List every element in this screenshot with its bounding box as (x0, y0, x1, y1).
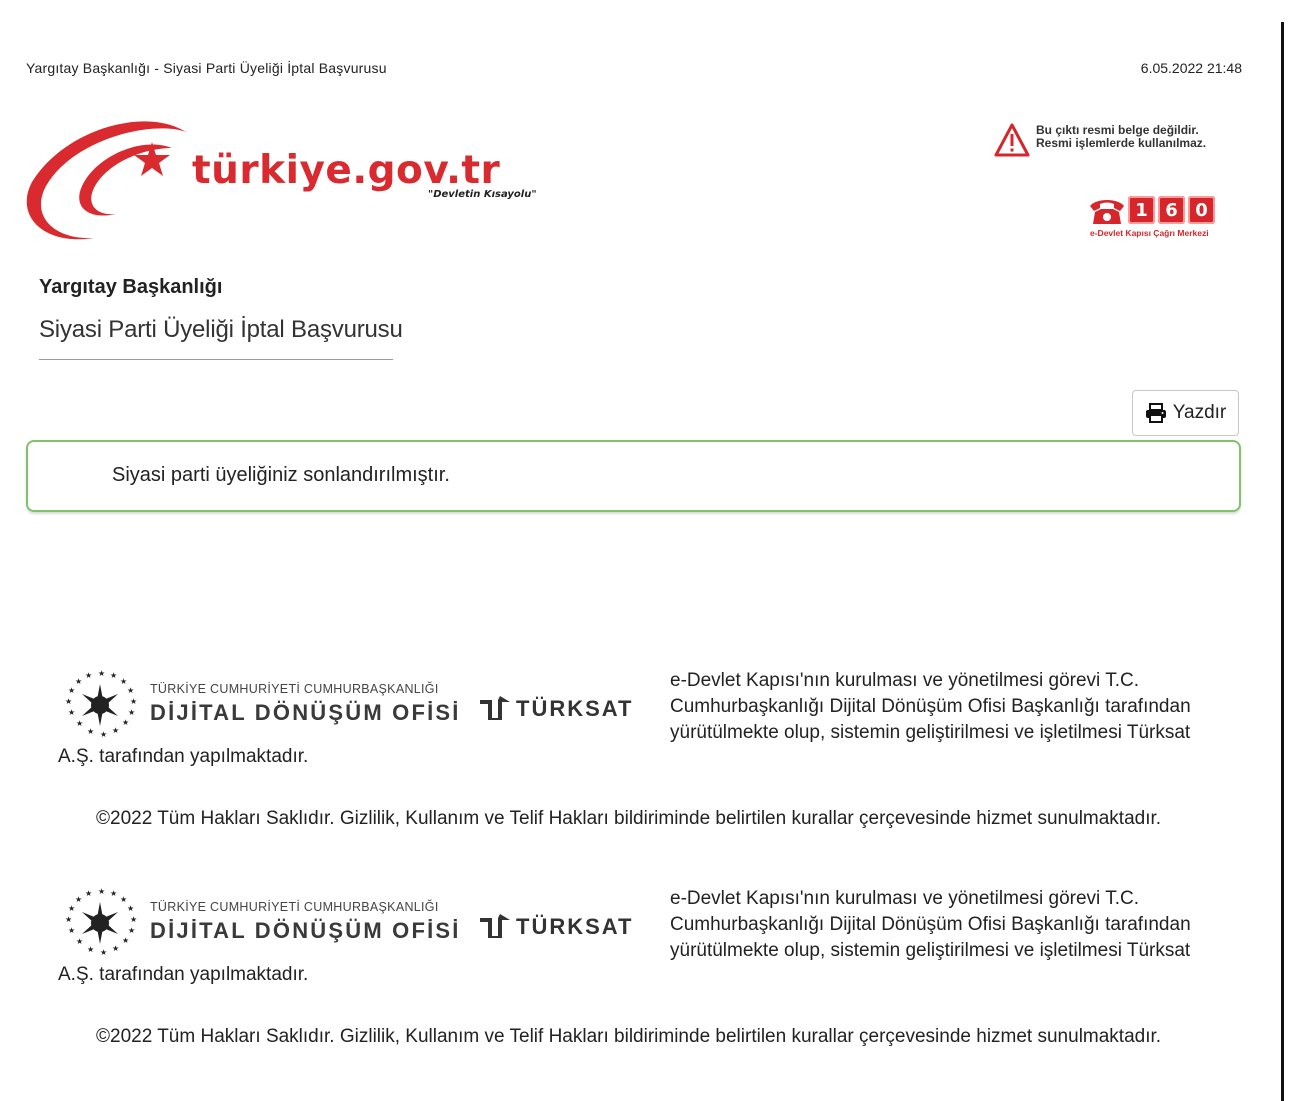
page-edge-border (1281, 22, 1284, 1101)
call-digit: 6 (1158, 196, 1185, 224)
notice-line-2: Resmi işlemlerde kullanılmaz. (1036, 136, 1207, 150)
svg-text:★: ★ (127, 904, 135, 913)
footer-copyright: ©2022 Tüm Hakları Saklıdır. Gizlilik, Kullanım ve Telif Hakları bildiriminde belirtilen kurallar çerçevesinde hizmet sunulmaktadır. (96, 1026, 1162, 1047)
svg-text:★: ★ (122, 936, 130, 945)
svg-text:★: ★ (87, 727, 95, 736)
footer-block-2 (58, 886, 1238, 1086)
svg-text:★: ★ (76, 719, 84, 728)
svg-text:★: ★ (65, 915, 73, 924)
footer-info-text: e-Devlet Kapısı'nın kurulması ve yönetilmesi görevi T.C. Cumhurbaşkanlığı Dijital Dönüşüm Ofisi Başkanlığı tarafından yürütülmekte olup, sistemin geliştirilmesi ve işletilmesi Türksat (670, 888, 1191, 961)
footer-info-text: e-Devlet Kapısı'nın kurulması ve yönetilmesi görevi T.C. Cumhurbaşkanlığı Dijital Dönüşüm Ofisi Başkanlığı tarafından yürütülmekte olup, sistemin geliştirilmesi ve işletilmesi Türksat (670, 670, 1191, 743)
footer-block-1 (58, 668, 1238, 868)
print-button-label: Yazdır (1172, 402, 1227, 423)
ddo-emblem-icon (60, 668, 144, 744)
turksat-mark-icon (478, 694, 512, 722)
title-underline (39, 359, 393, 360)
call-digit: 0 (1188, 196, 1215, 224)
turksat-logo[interactable] (478, 912, 634, 942)
printer-icon (1145, 403, 1167, 423)
call-digit: 1 (1128, 196, 1155, 224)
svg-text:★: ★ (98, 669, 106, 678)
svg-text:★: ★ (85, 671, 93, 680)
call-center-badge (1088, 196, 1230, 242)
svg-text:★: ★ (110, 671, 118, 680)
notice-line-1: Bu çıktı resmi belge değildir. (1036, 123, 1199, 137)
ddo-emblem-icon (60, 886, 144, 962)
footer-info-tail: A.Ş. tarafından yapılmaktadır. (58, 746, 309, 767)
svg-text:★: ★ (128, 926, 136, 935)
document-title: Yargıtay Başkanlığı - Siyasi Parti Üyeliği İptal Başvurusu (26, 60, 387, 76)
svg-text:★: ★ (120, 895, 128, 904)
ddo-logo-top-text: TÜRKİYE CUMHURİYETİ CUMHURBAŞKANLIĞI (150, 900, 439, 914)
digital-transformation-office-logo[interactable] (60, 668, 460, 744)
result-message: Siyasi parti üyeliğiniz sonlandırılmıştır. (112, 464, 450, 486)
svg-text:★: ★ (87, 945, 95, 954)
telephone-icon (1088, 196, 1126, 226)
call-center-label: e-Devlet Kapısı Çağrı Merkezi (1090, 228, 1209, 238)
unofficial-notice (994, 121, 1234, 161)
footer-info-tail: A.Ş. tarafından yapılmaktadır. (58, 964, 309, 985)
svg-text:★: ★ (122, 718, 130, 727)
svg-text:★: ★ (112, 726, 120, 735)
institution-name: Yargıtay Başkanlığı (39, 276, 223, 298)
svg-text:★: ★ (112, 944, 120, 953)
logo-wordmark: türkiye.gov.tr (192, 148, 501, 193)
turkiye-gov-tr-logo[interactable] (24, 112, 564, 246)
ddo-logo-main-text: DİJİTAL DÖNÜŞÜM OFİSİ (150, 918, 461, 943)
svg-text:★: ★ (76, 937, 84, 946)
svg-text:★: ★ (68, 904, 76, 913)
result-message-box (26, 440, 1241, 512)
svg-text:★: ★ (130, 697, 138, 706)
svg-text:★: ★ (120, 677, 128, 686)
ddo-logo-top-text: TÜRKİYE CUMHURİYETİ CUMHURBAŞKANLIĞI (150, 682, 439, 696)
footer-copyright: ©2022 Tüm Hakları Saklıdır. Gizlilik, Kullanım ve Telif Hakları bildiriminde belirtilen kurallar çerçevesinde hizmet sunulmaktadır. (96, 808, 1162, 829)
svg-text:★: ★ (98, 887, 106, 896)
svg-text:★: ★ (110, 889, 118, 898)
svg-text:★: ★ (68, 686, 76, 695)
turksat-logo-text: TÜRKSAT (516, 696, 634, 721)
svg-text:★: ★ (100, 730, 108, 739)
svg-text:★: ★ (65, 697, 73, 706)
digital-transformation-office-logo[interactable] (60, 886, 460, 962)
svg-text:★: ★ (75, 677, 83, 686)
turksat-logo[interactable] (478, 694, 634, 724)
svg-text:★: ★ (127, 686, 135, 695)
svg-text:★: ★ (130, 915, 138, 924)
service-title: Siyasi Parti Üyeliği İptal Başvurusu (39, 316, 403, 343)
turksat-mark-icon (478, 912, 512, 940)
warning-triangle-icon (994, 123, 1030, 157)
svg-text:★: ★ (68, 926, 76, 935)
svg-text:★: ★ (68, 708, 76, 717)
document-date: 6.05.2022 21:48 (1140, 60, 1242, 76)
svg-text:★: ★ (128, 708, 136, 717)
logo-slogan: "Devletin Kısayolu" (428, 189, 537, 200)
svg-text:★: ★ (85, 889, 93, 898)
svg-text:★: ★ (100, 948, 108, 957)
turksat-logo-text: TÜRKSAT (516, 914, 634, 939)
print-button[interactable] (1132, 390, 1239, 436)
ddo-logo-main-text: DİJİTAL DÖNÜŞÜM OFİSİ (150, 700, 461, 725)
svg-text:★: ★ (75, 895, 83, 904)
